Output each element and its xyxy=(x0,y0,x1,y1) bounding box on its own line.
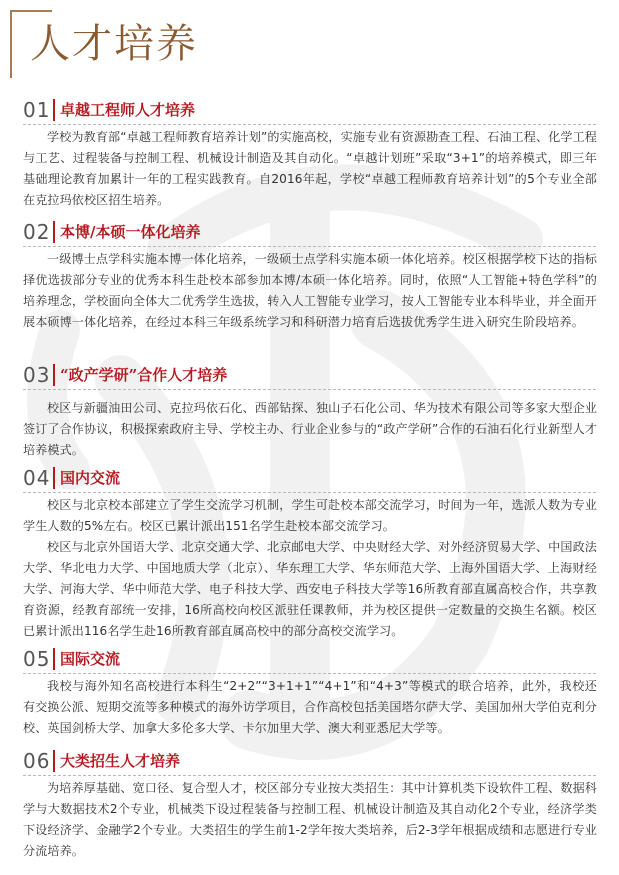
section-title: 卓越工程师人才培养 xyxy=(60,101,196,119)
section-title: 国内交流 xyxy=(60,469,121,487)
section-number: 03 xyxy=(23,363,51,387)
section-category-enrollment xyxy=(0,748,619,862)
section-excellent-engineer xyxy=(0,97,619,211)
section-dashed-rule xyxy=(23,124,596,125)
section-dashed-rule xyxy=(23,389,596,390)
section-paragraph: 一级博士点学科实施本博一体化培养，一级硕士点学科实施本硕一体化培养。校区根据学校下达的指标择优选拔部分专业的优秀本科生赴校本部参加本博/本硕一体化培养。同时，依照“人工智能+特色学科”的培养理念，学校面向全体大二优秀学生选拔，转入人工智能专业学习，按人工智能专业本科毕业，并全面开展本硕博一体化培养，在经过本科三年级系统学习和科研潜力培育后选拔优秀学生进入研究生阶段培养。 xyxy=(23,252,597,329)
page-title: 人才培养 xyxy=(30,21,198,67)
section-number: 01 xyxy=(23,98,51,122)
section-paragraph: 为培养厚基础、宽口径、复合型人才，校区部分专业按大类招生：其中计算机类下设软件工程、数据科学与大数据技术2个专业，机械类下设过程装备与控制工程、机械设计制造及其自动化2个专业，经济学类下设经济学、金融学2个专业。大类招生的学生前1-2学年按大类培养，后2-3学年根据成绩和志愿进行专业分流培养。 xyxy=(23,781,597,858)
section-dashed-rule xyxy=(23,673,596,674)
section-paragraph: 校区与北京校本部建立了学生交流学习机制，学生可赴校本部交流学习，时间为一年，选派人数为专业学生人数的5%左右。校区已累计派出151名学生赴校本部交流学习。 xyxy=(23,498,597,533)
section-number: 06 xyxy=(23,749,51,773)
section-paragraph: 校区与北京外国语大学、北京交通大学、北京邮电大学、中央财经大学、对外经济贸易大学、中国政法大学、华北电力大学、中国地质大学（北京）、华东理工大学、华东师范大学、上海外国语大学、上海财经大学、河海大学、华中师范大学、电子科技大学、西安电子科技大学等16所教育部直属高校合作，共享教育资源，经教育部统一安排，16所高校向校区派驻任课教师，并为校区提供一定数量的交换生名额。校区已累计派出116名学生赴16所教育部直属高校中的部分高校交流学习。 xyxy=(23,540,597,638)
section-international-exchange xyxy=(0,646,619,739)
section-integrated-degree xyxy=(0,219,619,333)
section-divider-bar xyxy=(53,467,55,489)
section-number: 04 xyxy=(23,466,51,490)
section-divider-bar xyxy=(53,364,55,386)
section-divider-bar xyxy=(53,99,55,121)
section-number: 05 xyxy=(23,647,51,671)
section-dashed-rule xyxy=(23,246,596,247)
section-title: 本博/本硕一体化培养 xyxy=(60,223,201,241)
section-number: 02 xyxy=(23,220,51,244)
section-paragraph: 我校与海外知名高校进行本科生“2+2”“3+1+1”“4+1”和“4+3”等模式的联合培养，此外，我校还有交换公派、短期交流等多种模式的海外访学项目，合作高校包括美国塔尔萨大学、美国加州大学伯克利分校、英国剑桥大学、加拿大多伦多大学、卡尔加里大学、澳大利亚悉尼大学等。 xyxy=(23,679,597,735)
section-divider-bar xyxy=(53,648,55,670)
section-paragraph: 校区与新疆油田公司、克拉玛依石化、西部钻探、独山子石化公司、华为技术有限公司等多家大型企业签订了合作协议，积极探索政府主导、学校主办、行业企业参与的“政产学研”合作的石油石化行业新型人才培养模式。 xyxy=(23,401,597,457)
section-industry-cooperation xyxy=(0,362,619,461)
section-dashed-rule xyxy=(23,492,596,493)
section-title: “政产学研”合作人才培养 xyxy=(60,366,228,384)
section-divider-bar xyxy=(53,750,55,772)
section-paragraph: 学校为教育部“卓越工程师教育培养计划”的实施高校，实施专业有资源勘查工程、石油工程、化学工程与工艺、过程装备与控制工程、机械设计制造及其自动化。“卓越计划班”采取“3+1”的培养模式，即三年基础理论教育加累计一年的工程实践教育。自2016年起，学校“卓越工程师教育培养计划”的5个专业全部在克拉玛依校区招生培养。 xyxy=(23,130,597,207)
section-divider-bar xyxy=(53,221,55,243)
section-dashed-rule xyxy=(23,775,596,776)
section-domestic-exchange xyxy=(0,465,619,642)
section-title: 大类招生人才培养 xyxy=(60,752,181,770)
section-title: 国际交流 xyxy=(60,650,121,668)
